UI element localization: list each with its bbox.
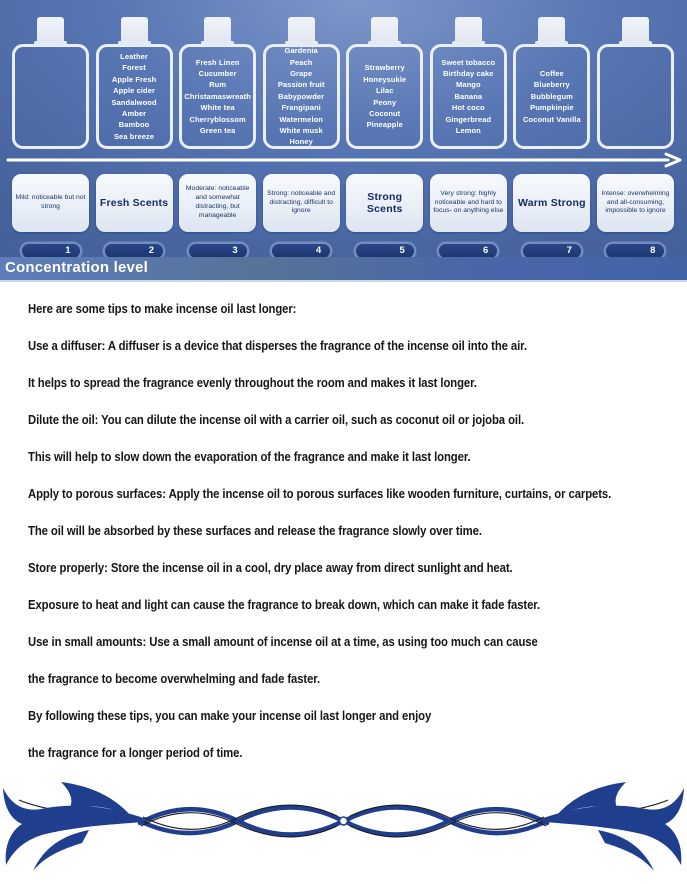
scent-list xyxy=(111,51,156,142)
tip-line: Store properly: Store the incense oil in a cool, dry place away from direct sunlight and heat. xyxy=(28,560,513,575)
scent-name: Cherryblossom xyxy=(189,114,246,124)
bottle-7 xyxy=(513,0,590,149)
bottle-cap-icon xyxy=(538,17,565,46)
level-number-pill-2: 2 xyxy=(105,244,163,258)
level-number-slot xyxy=(430,244,507,258)
scent-name: Sweet tobacco xyxy=(441,57,496,67)
bottle-cap-icon xyxy=(37,17,64,46)
level-number-pill-3: 3 xyxy=(189,244,247,258)
level-description: Moderate: noticeable and somewhat distracting, but manageable xyxy=(185,185,250,219)
level-description: Warm Strong xyxy=(518,197,586,209)
levels-row xyxy=(0,174,687,232)
level-description: Fresh Scents xyxy=(99,197,169,209)
scent-name: Gardenia xyxy=(284,46,318,56)
bottle-cap-icon xyxy=(455,17,482,46)
bottle-body xyxy=(179,44,256,149)
level-box-1 xyxy=(12,174,89,232)
bottle-2 xyxy=(96,0,173,149)
level-number-pill-6: 6 xyxy=(439,244,497,258)
scent-name: Green tea xyxy=(199,126,236,136)
level-description: Strong: noticeable and distracting, difficult to ignore xyxy=(267,189,336,215)
bottle-body xyxy=(12,44,89,149)
level-numbers-row xyxy=(0,244,687,258)
tip-line: Use a diffuser: A diffuser is a device that disperses the fragrance of the incense oil into the air. xyxy=(28,338,527,353)
level-number-slot xyxy=(513,244,590,258)
scent-name: Pineapple xyxy=(366,120,403,130)
scent-name: White musk xyxy=(279,126,323,136)
scent-name: Grape xyxy=(290,68,313,78)
level-box-4 xyxy=(263,174,340,232)
scent-name: Babypowder xyxy=(278,91,325,101)
scent-name: Passion fruit xyxy=(277,80,325,90)
scent-name: Honeysukle xyxy=(363,74,407,84)
scent-name: Strawberry xyxy=(364,63,405,73)
scent-name: Watermelon xyxy=(279,114,323,124)
right-arrow-icon xyxy=(6,152,682,168)
scent-list xyxy=(523,68,581,125)
level-box-8 xyxy=(597,174,674,232)
tips-section xyxy=(0,282,687,761)
scent-name: Apple Fresh xyxy=(111,74,157,84)
scent-name: Blueberry xyxy=(533,80,570,90)
level-number-pill-5: 5 xyxy=(356,244,414,258)
scent-name: Coconut Vanilla xyxy=(522,114,581,124)
tip-line: Use in small amounts: Use a small amount of incense oil at a time, as using too much can cause xyxy=(28,634,538,649)
scent-name: Honey xyxy=(289,137,313,147)
scent-name: Leather xyxy=(120,51,148,61)
bottle-body xyxy=(96,44,173,149)
scent-name: Bubblegum xyxy=(530,91,573,101)
scent-name: Peony xyxy=(373,97,397,107)
level-number-slot xyxy=(263,244,340,258)
scent-list xyxy=(278,45,325,148)
scent-name: Sea breeze xyxy=(113,131,155,141)
tip-line: Here are some tips to make incense oil last longer: xyxy=(28,301,297,316)
bottle-body xyxy=(263,44,340,149)
bottle-body xyxy=(346,44,423,149)
bottle-5 xyxy=(346,0,423,149)
scent-list xyxy=(433,57,504,137)
level-number-slot xyxy=(179,244,256,258)
tip-line: By following these tips, you can make your incense oil last longer and enjoy xyxy=(28,708,432,723)
scent-name: Gingerbread Lemon xyxy=(445,114,492,136)
concentration-arrow xyxy=(6,152,682,168)
scent-name: Banana xyxy=(454,91,483,101)
tip-line: It helps to spread the fragrance evenly throughout the room and makes it last longer. xyxy=(28,375,477,390)
scent-name: Forest xyxy=(122,63,146,73)
level-box-5 xyxy=(346,174,423,232)
tip-line: The oil will be absorbed by these surfaces and release the fragrance slowly over time. xyxy=(28,523,482,538)
scent-name: Rum xyxy=(209,80,227,90)
bottle-6 xyxy=(430,0,507,149)
bottle-body xyxy=(597,44,674,149)
scent-name: Fresh Linen xyxy=(195,57,240,67)
scent-name: Coffee xyxy=(539,68,564,78)
bottle-body xyxy=(430,44,507,149)
scent-list xyxy=(184,57,251,137)
scent-name: Mango xyxy=(455,80,481,90)
scent-name: Birthday cake xyxy=(443,68,494,78)
scent-name: Apple cider xyxy=(113,86,156,96)
level-box-2 xyxy=(96,174,173,232)
bottle-cap-icon xyxy=(622,17,649,46)
scent-name: Amber xyxy=(121,108,147,118)
level-number-slot xyxy=(96,244,173,258)
level-description: Intense: overwhelming and all-consuming, impossible to ignore xyxy=(601,189,670,215)
scent-name: Coconut xyxy=(369,108,401,118)
axis-band xyxy=(0,257,687,282)
scent-name: Lilac xyxy=(375,86,394,96)
level-number-slot xyxy=(12,244,89,258)
bottle-cap-icon xyxy=(371,17,398,46)
level-box-3 xyxy=(179,174,256,232)
scent-name: Christamaswreath xyxy=(184,91,251,101)
scent-name: Hot coco xyxy=(451,103,485,113)
level-number-pill-8: 8 xyxy=(606,244,664,258)
level-number-pill-4: 4 xyxy=(272,244,330,258)
scent-name: Peach xyxy=(289,57,313,67)
tip-line: Apply to porous surfaces: Apply the incense oil to porous surfaces like wooden furniture, curtains, or carpets. xyxy=(28,486,612,501)
level-box-7 xyxy=(513,174,590,232)
tribal-ornament-icon xyxy=(0,772,687,879)
axis-label: Concentration level xyxy=(5,259,148,276)
scent-name: Frangipani xyxy=(281,103,321,113)
bottle-1 xyxy=(12,0,89,149)
level-number-slot xyxy=(346,244,423,258)
scent-name: Sandalwood xyxy=(111,97,157,107)
scent-name: Bamboo xyxy=(118,120,150,130)
scent-list xyxy=(363,62,406,130)
tip-line: Exposure to heat and light can cause the fragrance to break down, which can make it fade faster. xyxy=(28,597,541,612)
bottle-8 xyxy=(597,0,674,149)
bottle-4 xyxy=(263,0,340,149)
tribal-ornament xyxy=(0,772,687,879)
scent-concentration-infographic xyxy=(0,0,687,282)
level-box-6 xyxy=(430,174,507,232)
bottle-cap-icon xyxy=(288,17,315,46)
bottles-row xyxy=(0,0,687,149)
level-description: Strong Scents xyxy=(366,191,403,215)
tip-line: the fragrance to become overwhelming and fade faster. xyxy=(28,671,321,686)
bottle-cap-icon xyxy=(204,17,231,46)
level-number-pill-1: 1 xyxy=(22,244,80,258)
bottle-3 xyxy=(179,0,256,149)
scent-name: Pumpkinpie xyxy=(530,103,574,113)
scent-name: White tea xyxy=(200,103,235,113)
bottle-body xyxy=(513,44,590,149)
scent-name: Cucumber xyxy=(198,68,237,78)
tip-line: This will help to slow down the evaporation of the fragrance and make it last longer. xyxy=(28,449,471,464)
tip-line: the fragrance for a longer period of time. xyxy=(28,745,243,760)
level-description: Very strong: highly noticeable and hard to focus- on anything else xyxy=(433,189,504,215)
level-description: Mild: noticeable but not strong xyxy=(15,194,86,210)
level-number-slot xyxy=(597,244,674,258)
tip-line: Dilute the oil: You can dilute the incense oil with a carrier oil, such as coconut oil or jojoba oil. xyxy=(28,412,525,427)
bottle-cap-icon xyxy=(121,17,148,46)
level-number-pill-7: 7 xyxy=(523,244,581,258)
